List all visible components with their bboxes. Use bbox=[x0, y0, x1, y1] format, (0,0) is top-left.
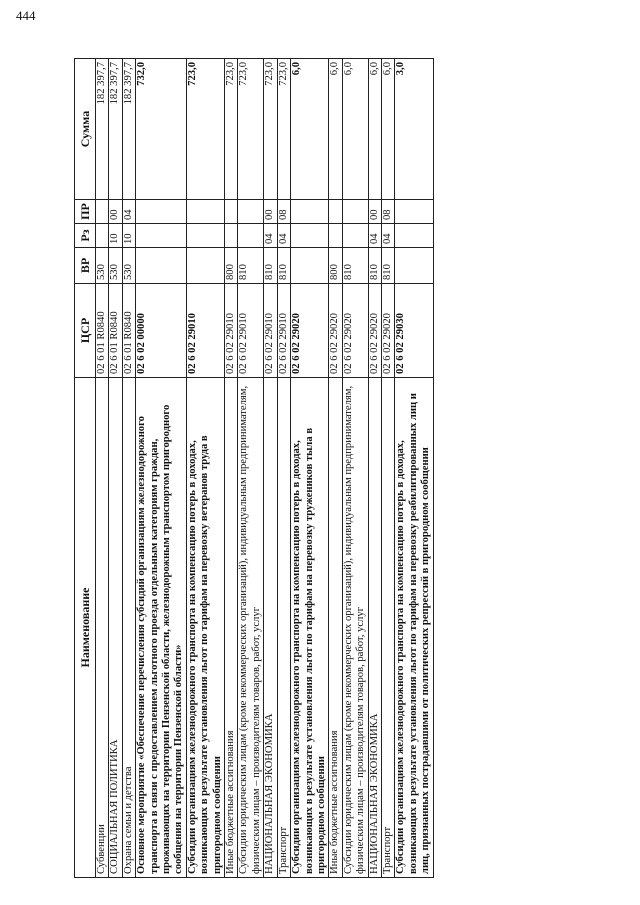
cell-name: Субсидии юридическим лицам (кроме некоммерческих организаций), индивидуальным предпринимателям, физическим лицам – производителям товаров, работ, услуг bbox=[238, 378, 264, 878]
cell-name: Субвенции bbox=[96, 378, 109, 878]
cell-rz bbox=[96, 224, 109, 248]
cell-vr bbox=[136, 248, 187, 284]
table-row bbox=[122, 59, 135, 878]
cell-name: Субсидии организациям железнодорожного транспорта на компенсацию потерь в доходах, возникающих в результате установления льгот по тарифам на перевозку тружеников тыла в пригородном сообщении bbox=[291, 378, 329, 878]
table-row bbox=[136, 59, 187, 878]
header-rz: Рз bbox=[75, 224, 96, 248]
cell-vr: 810 bbox=[277, 248, 290, 284]
cell-rz bbox=[342, 224, 368, 248]
cell-pr: 00 bbox=[109, 200, 122, 224]
cell-pr bbox=[225, 200, 238, 224]
cell-csr: 02 6 01 R0840 bbox=[122, 284, 135, 378]
cell-name: Транспорт bbox=[381, 378, 394, 878]
cell-rz: 04 bbox=[381, 224, 394, 248]
cell-pr: 00 bbox=[264, 200, 277, 224]
header-sum: Сумма bbox=[75, 59, 96, 200]
cell-sum: 6,0 bbox=[291, 59, 329, 200]
header-vr: ВР bbox=[75, 248, 96, 284]
cell-pr bbox=[395, 200, 433, 224]
cell-name: Иные бюджетные ассигнования bbox=[329, 378, 342, 878]
cell-rz bbox=[291, 224, 329, 248]
cell-rz: 04 bbox=[264, 224, 277, 248]
cell-vr bbox=[186, 248, 224, 284]
cell-sum: 182 397,7 bbox=[96, 59, 109, 200]
cell-vr bbox=[395, 248, 433, 284]
cell-sum: 6,0 bbox=[329, 59, 342, 200]
cell-name: СОЦИАЛЬНАЯ ПОЛИТИКА bbox=[109, 378, 122, 878]
cell-vr bbox=[291, 248, 329, 284]
cell-vr: 800 bbox=[329, 248, 342, 284]
cell-sum: 723,0 bbox=[264, 59, 277, 200]
table-row bbox=[186, 59, 224, 878]
cell-name: Субсидии организациям железнодорожного транспорта на компенсацию потерь в доходах, возникающих в результате установления льгот по тарифам на перевозку реабилитированных лиц и лиц, признанных пострадавшими от политических репрессий в пригородном сообщении bbox=[395, 378, 433, 878]
cell-pr: 00 bbox=[368, 200, 381, 224]
cell-rz: 04 bbox=[368, 224, 381, 248]
cell-pr bbox=[291, 200, 329, 224]
rotated-page-content bbox=[74, 59, 509, 878]
cell-pr: 08 bbox=[277, 200, 290, 224]
cell-sum: 723,0 bbox=[277, 59, 290, 200]
cell-pr bbox=[329, 200, 342, 224]
cell-vr: 800 bbox=[225, 248, 238, 284]
cell-sum: 6,0 bbox=[368, 59, 381, 200]
budget-table bbox=[74, 58, 434, 878]
cell-csr: 02 6 02 29020 bbox=[381, 284, 394, 378]
table-row bbox=[368, 59, 381, 878]
cell-csr: 02 6 01 R0840 bbox=[109, 284, 122, 378]
cell-rz: 10 bbox=[122, 224, 135, 248]
cell-sum: 6,0 bbox=[342, 59, 368, 200]
cell-pr: 04 bbox=[122, 200, 135, 224]
cell-rz bbox=[186, 224, 224, 248]
table-body bbox=[96, 59, 434, 878]
header-pr: ПР bbox=[75, 200, 96, 224]
cell-sum: 182 397,7 bbox=[122, 59, 135, 200]
cell-rz bbox=[395, 224, 433, 248]
cell-pr: 08 bbox=[381, 200, 394, 224]
cell-sum: 3,0 bbox=[395, 59, 433, 200]
cell-sum: 723,0 bbox=[225, 59, 238, 200]
table-row bbox=[109, 59, 122, 878]
cell-rz: 10 bbox=[109, 224, 122, 248]
cell-rz bbox=[136, 224, 187, 248]
cell-vr: 810 bbox=[238, 248, 264, 284]
cell-csr: 02 6 02 00000 bbox=[136, 284, 187, 378]
cell-vr: 810 bbox=[342, 248, 368, 284]
cell-pr bbox=[186, 200, 224, 224]
page-number: 444 bbox=[16, 8, 36, 23]
table-row bbox=[291, 59, 329, 878]
cell-csr: 02 6 02 29020 bbox=[329, 284, 342, 378]
table-row bbox=[264, 59, 277, 878]
table-header-row bbox=[75, 59, 96, 878]
cell-vr: 530 bbox=[96, 248, 109, 284]
cell-name: Субсидии организациям железнодорожного транспорта на компенсацию потерь в доходах, возникающих в результате установления льгот по тарифам на перевозку ветеранов труда в пригородном сообщении bbox=[186, 378, 224, 878]
cell-pr bbox=[96, 200, 109, 224]
cell-name: Транспорт bbox=[277, 378, 290, 878]
table-row bbox=[238, 59, 264, 878]
cell-vr: 530 bbox=[122, 248, 135, 284]
cell-csr: 02 6 02 29030 bbox=[395, 284, 433, 378]
cell-csr: 02 6 02 29010 bbox=[264, 284, 277, 378]
cell-csr: 02 6 02 29020 bbox=[342, 284, 368, 378]
cell-sum: 732,0 bbox=[136, 59, 187, 200]
cell-name: Иные бюджетные ассигнования bbox=[225, 378, 238, 878]
cell-name: Охрана семьи и детства bbox=[122, 378, 135, 878]
cell-csr: 02 6 02 29020 bbox=[291, 284, 329, 378]
cell-vr: 810 bbox=[368, 248, 381, 284]
cell-name: НАЦИОНАЛЬНАЯ ЭКОНОМИКА bbox=[368, 378, 381, 878]
cell-pr bbox=[342, 200, 368, 224]
table-row bbox=[277, 59, 290, 878]
table-row bbox=[395, 59, 433, 878]
cell-sum: 182 397,7 bbox=[109, 59, 122, 200]
cell-pr bbox=[238, 200, 264, 224]
table-row bbox=[96, 59, 109, 878]
cell-rz bbox=[225, 224, 238, 248]
cell-vr: 810 bbox=[264, 248, 277, 284]
cell-name: Субсидии юридическим лицам (кроме некоммерческих организаций), индивидуальным предпринимателям, физическим лицам – производителям товаров, работ, услуг bbox=[342, 378, 368, 878]
cell-rz bbox=[238, 224, 264, 248]
cell-name: НАЦИОНАЛЬНАЯ ЭКОНОМИКА bbox=[264, 378, 277, 878]
cell-vr: 530 bbox=[109, 248, 122, 284]
cell-rz: 04 bbox=[277, 224, 290, 248]
cell-csr: 02 6 01 R0840 bbox=[96, 284, 109, 378]
cell-sum: 723,0 bbox=[186, 59, 224, 200]
cell-vr: 810 bbox=[381, 248, 394, 284]
table-row bbox=[225, 59, 238, 878]
table-row bbox=[329, 59, 342, 878]
header-csr: ЦСР bbox=[75, 284, 96, 378]
cell-sum: 723,0 bbox=[238, 59, 264, 200]
cell-csr: 02 6 02 29010 bbox=[225, 284, 238, 378]
table-row bbox=[342, 59, 368, 878]
cell-csr: 02 6 02 29010 bbox=[186, 284, 224, 378]
cell-csr: 02 6 02 29010 bbox=[277, 284, 290, 378]
table-row bbox=[381, 59, 394, 878]
cell-csr: 02 6 02 29020 bbox=[368, 284, 381, 378]
cell-csr: 02 6 02 29010 bbox=[238, 284, 264, 378]
cell-pr bbox=[136, 200, 187, 224]
cell-sum: 6,0 bbox=[381, 59, 394, 200]
cell-name: Основное мероприятие «Обеспечение перечисления субсидий организациям железнодорожного транспорта в связи с предоставлением льготного проезда отдельным категориям граждан, проживающих на территории Пензенской области, железнодорожным транспортом пригородного сообщения на территории Пензенской области» bbox=[136, 378, 187, 878]
header-name: Наименование bbox=[75, 378, 96, 878]
cell-rz bbox=[329, 224, 342, 248]
